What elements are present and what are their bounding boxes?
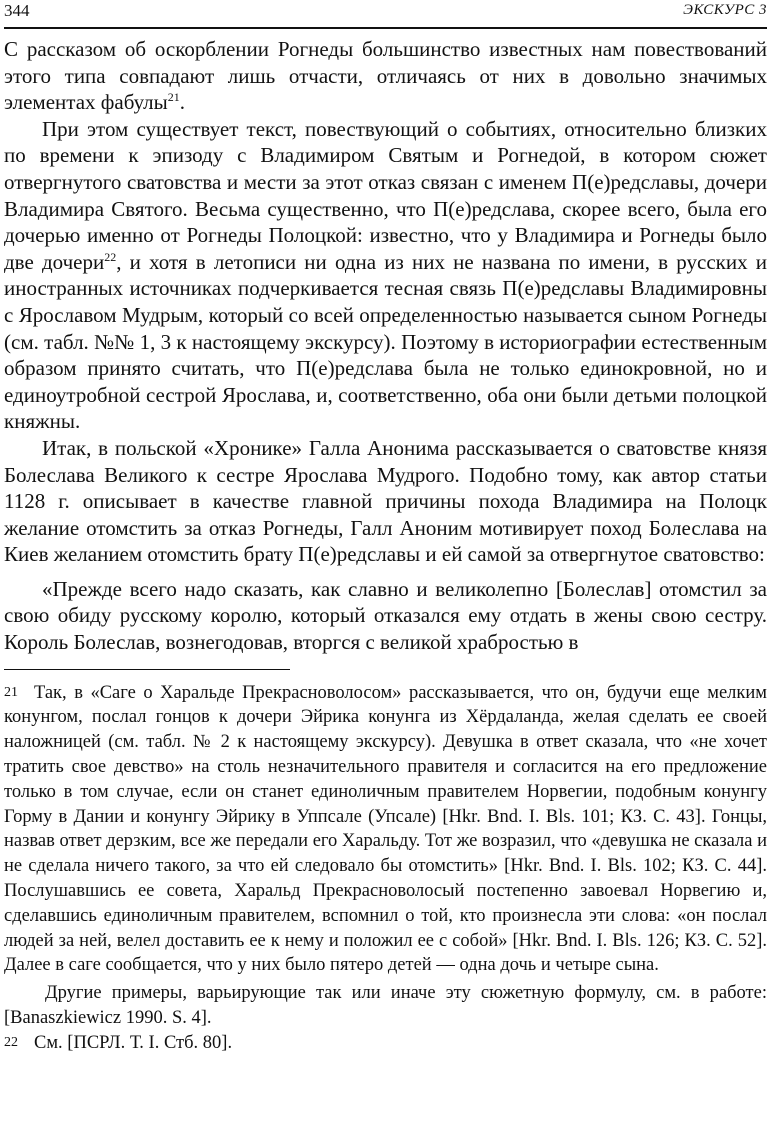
page-header: [4, 0, 767, 29]
footnote-22-text: См. [ПСРЛ. Т. I. Стб. 80].: [34, 1032, 233, 1053]
footnote-22-number: 22: [4, 1034, 18, 1050]
running-title: ЭКСКУРС 3: [683, 2, 767, 18]
paragraph-1-text: С рассказом об оскорблении Рогнеды большинство известных нам повествований этого типа совпадают лишь отчасти, отличаясь от них в довольно значимых элементах фабулы: [4, 37, 767, 115]
page-number: 344: [4, 1, 30, 20]
paragraph-1: [4, 36, 767, 116]
footnote-21-number: 21: [4, 684, 18, 700]
footnote-21: [4, 681, 767, 979]
footnotes: [4, 681, 767, 1056]
paragraph-2-text-b: , и хотя в летописи ни одна из них не названа по имени, в русских и иностранных источниках подчеркивается тесная связь П(е)редславы Владимировны с Ярославом Мудрым, который со всей определенностью называется сыном Рогнеды (см. табл. №№ 1, 3 к настоящему экскурсу). Поэтому в историографии естественным образом принято считать, что П(е)редслава была не только единокровной, но и единоутробной сестрой Ярослава, и, соответственно, оба они были детьми полоцкой княжны.: [4, 249, 768, 434]
footnote-21-text: Так, в «Саге о Харальде Прекрасноволосом» рассказывается, что он, будучи еще мелким конунгом, послал гонцов к дочери Эйрика конунга из Хёрдаланда, желая сделать ее своей наложницей (см. табл. № 2 к настоящему экскурсу). Девушка в ответ сказала, что «не хочет тратить свое девство» на столь незначительного правителя и согласится на его предложение только в том случае, если он станет единоличным правителем Норвегии, подобным конунгу Горму в Дании и конунгу Эйрику в Уппсале (Упсале) [Hkr. Bnd. I. Bls. 101; КЗ. С. 43]. Гонцы, назвав ответ дерзким, все же передали его Харальду. Тот же возразил, что «девушка не сказала и не сделала ничего такого, за что ей следовало бы отомстить» [Hkr. Bnd. I. Bls. 102; КЗ. С. 44]. Послушавшись ее совета, Харальд Прекрасноволосый постепенно завоевал Норвегию и, сделавшись единоличным правителем, вспомнил о той, кто произнесла эти слова: «он послал людей за ней, велел доставить ее к нему и положил ее с собой» [Hkr. Bnd. I. Bls. 126; КЗ. С. 52]. Далее в саге сообщается, что у них было пятеро детей — одна дочь и четыре сына.: [4, 682, 767, 976]
footnote-ref-21[interactable]: 21: [167, 90, 180, 105]
paragraph-3: Итак, в польской «Хронике» Галла Анонима рассказывается о сватовстве князя Болеслава Великого к сестре Ярослава Мудрого. Подобно тому, как автор статьи 1128 г. описывает в качестве главной причины похода Владимира на Полоцк желание отомстить за отказ Рогнеды, Галл Аноним мотивирует поход Болеслава на Киев желанием отомстить брату П(е)редславы и ей самой за отвергнутое сватовство:: [4, 435, 767, 567]
quotation: «Прежде всего надо сказать, как славно и великолепно [Болеслав] отомстил за свою обиду русскому королю, который отказался ему отдать в жены свою сестру. Король Болеслав, вознегодовав, вторгся с великой храбростью в: [4, 576, 767, 655]
main-text: [4, 36, 767, 656]
paragraph-2: [4, 116, 767, 435]
footnote-separator: [4, 669, 290, 670]
book-page: [4, 0, 767, 1056]
footnote-ref-22[interactable]: 22: [104, 249, 117, 264]
paragraph-2-text-a: При этом существует текст, повествующий о событиях, относительно близких по времени к эпизоду с Владимиром Святым и Рогнедой, в котором сюжет отвергнутого сватовства и мести за этот отказ связан с именем П(е)редславы, дочери Владимира Святого. Весьма существенно, что П(е)редслава, скорее всего, была его дочерью именно от Рогнеды Полоцкой: известно, что у Владимира и Рогнеды было две дочери: [4, 116, 767, 274]
footnote-21-continuation: Другие примеры, варьирующие так или иначе эту сюжетную формулу, см. в работе: [Banaszkiewicz 1990. S. 4].: [4, 983, 767, 1029]
footnote-22: [4, 1031, 767, 1056]
paragraph-1-end: .: [179, 90, 186, 115]
